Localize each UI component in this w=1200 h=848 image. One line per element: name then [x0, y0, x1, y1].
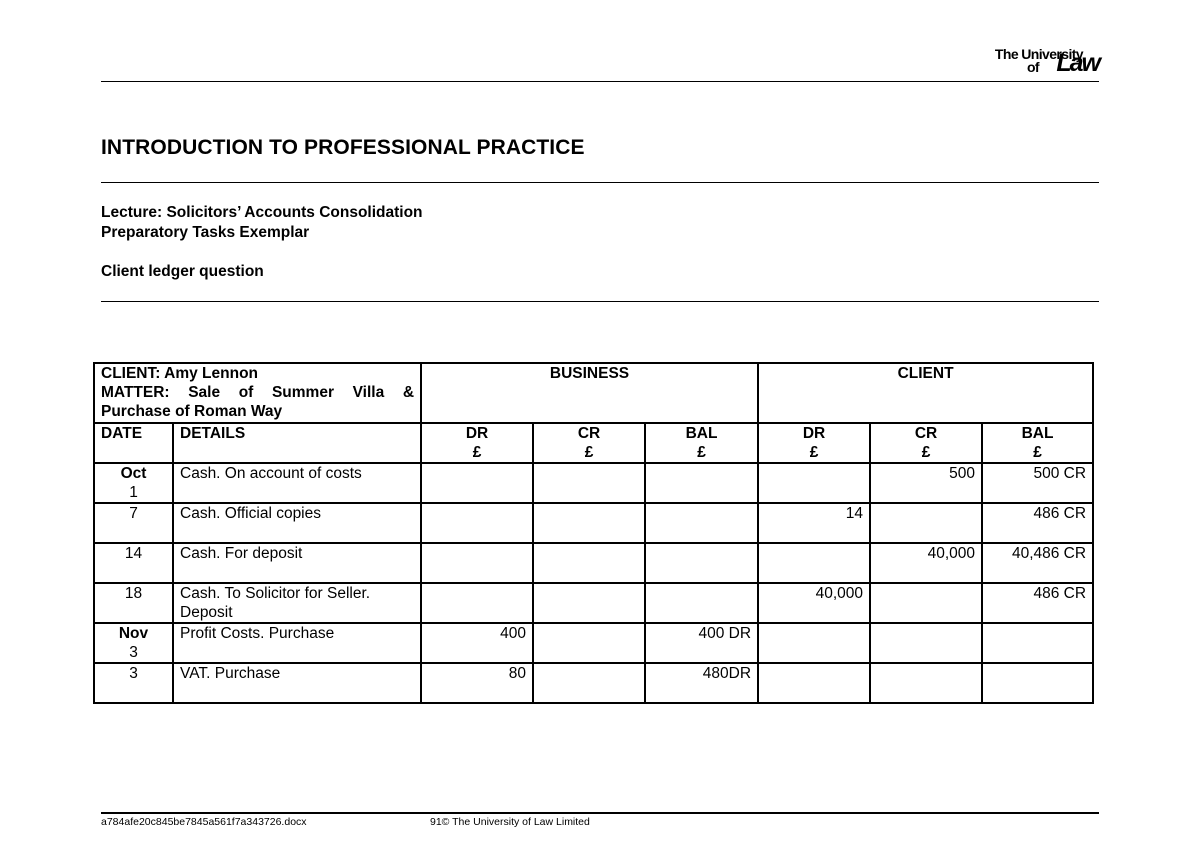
column-label: DR: [465, 425, 489, 442]
document-title: INTRODUCTION TO PROFESSIONAL PRACTICE: [101, 136, 585, 159]
business-cr-cell: [533, 503, 645, 543]
client-dr-cell: 40,000: [758, 583, 870, 623]
business-cr-cell: [533, 663, 645, 703]
client-dr-cell: 14: [758, 503, 870, 543]
client-bal-header: [982, 423, 1093, 463]
client-bal-cell: 486 CR: [982, 583, 1093, 623]
client-dr-cell: [758, 543, 870, 583]
business-bal-cell: 480DR: [645, 663, 758, 703]
date-cell: [94, 463, 173, 503]
month-label: Oct: [120, 465, 147, 482]
matter-description: MATTER: Sale of Summer Villa & Purchase of Roman Way: [101, 384, 415, 420]
currency-symbol: £: [472, 444, 482, 461]
column-label: BAL: [685, 425, 718, 442]
client-dr-cell: [758, 663, 870, 703]
details-cell: VAT. Purchase: [173, 663, 421, 703]
footer-filename: a784afe20c845be7845a561f7a343726.docx: [101, 816, 307, 828]
day-label: 1: [129, 484, 138, 501]
business-heading: BUSINESS: [421, 363, 758, 423]
business-bal-cell: [645, 583, 758, 623]
client-cr-header: [870, 423, 982, 463]
details-cell: Profit Costs. Purchase: [173, 623, 421, 663]
currency-symbol: £: [809, 444, 819, 461]
ledger-row: [94, 583, 1093, 623]
ledger-row: [94, 463, 1093, 503]
client-dr-cell: [758, 463, 870, 503]
details-cell: Cash. For deposit: [173, 543, 421, 583]
ledger-header-row: [94, 363, 1093, 423]
ledger-row: [94, 663, 1093, 703]
month-label: Nov: [118, 625, 149, 642]
client-dr-header: [758, 423, 870, 463]
business-bal-cell: [645, 463, 758, 503]
details-cell: Cash. Official copies: [173, 503, 421, 543]
date-column-header: DATE: [94, 423, 173, 463]
date-cell: [94, 623, 173, 663]
day-label: 3: [129, 665, 138, 682]
ledger-row: [94, 503, 1093, 543]
currency-symbol: £: [921, 444, 931, 461]
date-cell: [94, 503, 173, 543]
business-cr-header: [533, 423, 645, 463]
client-bal-cell: 500 CR: [982, 463, 1093, 503]
column-label: DR: [802, 425, 826, 442]
question-heading: Client ledger question: [101, 263, 264, 280]
column-label: CR: [914, 425, 938, 442]
business-cr-cell: [533, 463, 645, 503]
header-divider: [101, 81, 1099, 82]
business-bal-header: [645, 423, 758, 463]
details-cell: Cash. On account of costs: [173, 463, 421, 503]
currency-symbol: £: [584, 444, 594, 461]
client-cr-cell: [870, 503, 982, 543]
column-header-row: [94, 423, 1093, 463]
preparatory-heading: Preparatory Tasks Exemplar: [101, 224, 310, 241]
business-bal-cell: [645, 503, 758, 543]
business-dr-cell: [421, 463, 533, 503]
client-cr-cell: [870, 623, 982, 663]
business-dr-cell: 80: [421, 663, 533, 703]
column-label: CR: [577, 425, 601, 442]
day-label: 7: [129, 505, 138, 522]
client-dr-cell: [758, 623, 870, 663]
footer-copyright: 91© The University of Law Limited: [430, 816, 590, 828]
business-bal-cell: 400 DR: [645, 623, 758, 663]
university-logo: [949, 44, 1099, 76]
client-matter-cell: [94, 363, 421, 423]
business-dr-header: [421, 423, 533, 463]
day-label: 18: [124, 585, 143, 602]
currency-symbol: £: [1033, 444, 1042, 461]
logo-line-3: Law: [1056, 49, 1099, 77]
client-bal-cell: 486 CR: [982, 503, 1093, 543]
client-bal-cell: [982, 623, 1093, 663]
client-cr-cell: [870, 663, 982, 703]
ledger-row: [94, 623, 1093, 663]
day-label: 14: [124, 545, 143, 562]
day-label: 3: [129, 644, 138, 661]
details-cell: Cash. To Solicitor for Seller. Deposit: [173, 583, 421, 623]
ledger-row: [94, 543, 1093, 583]
client-bal-cell: 40,486 CR: [982, 543, 1093, 583]
client-heading: CLIENT: [758, 363, 1093, 423]
date-cell: [94, 543, 173, 583]
date-cell: [94, 663, 173, 703]
client-cr-cell: 500: [870, 463, 982, 503]
business-bal-cell: [645, 543, 758, 583]
business-cr-cell: [533, 583, 645, 623]
title-divider: [101, 182, 1099, 183]
business-dr-cell: [421, 503, 533, 543]
currency-symbol: £: [697, 444, 706, 461]
client-cr-cell: 40,000: [870, 543, 982, 583]
client-name: CLIENT: Amy Lennon: [101, 365, 259, 382]
date-cell: [94, 583, 173, 623]
business-dr-cell: 400: [421, 623, 533, 663]
lecture-heading: Lecture: Solicitors’ Accounts Consolidation: [101, 204, 423, 221]
section-divider: [101, 301, 1099, 302]
client-bal-cell: [982, 663, 1093, 703]
column-label: BAL: [1021, 425, 1054, 442]
business-dr-cell: [421, 543, 533, 583]
footer-divider: [101, 812, 1099, 814]
business-dr-cell: [421, 583, 533, 623]
logo-line-1: The University: [994, 46, 1083, 62]
logo-line-2: of: [1026, 59, 1039, 75]
client-ledger-table: [93, 362, 1094, 704]
details-column-header: DETAILS: [173, 423, 421, 463]
business-cr-cell: [533, 623, 645, 663]
business-cr-cell: [533, 543, 645, 583]
client-cr-cell: [870, 583, 982, 623]
